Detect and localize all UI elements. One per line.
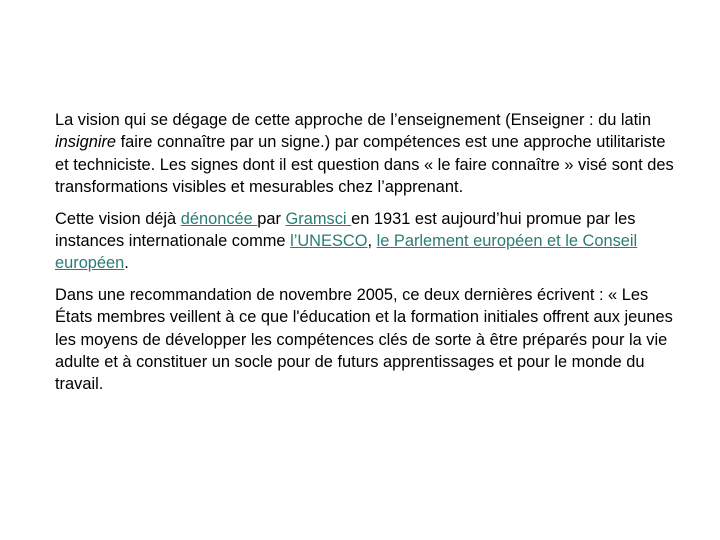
paragraph-1 bbox=[55, 109, 675, 199]
paragraph-3: Dans une recommandation de novembre 2005, ce deux dernières écrivent : « Les États membres veillent à ce que l'éducation et la formation initiales offrent aux jeunes les moyens de développer les compétences clés de sorte à être préparés pour la vie adulte et à constituer un socle pour de futurs apprentissages et pour le monde du travail. bbox=[55, 285, 673, 394]
p2-text-4: , bbox=[367, 232, 377, 251]
paragraph-2 bbox=[55, 208, 675, 275]
p1-italic-word: insignire bbox=[55, 133, 117, 152]
p2-text-5: . bbox=[124, 254, 129, 273]
p2-text-3: en 1931 est aujourd’hui promue par les instances internationale comme bbox=[55, 209, 636, 251]
link-parlement-conseil[interactable]: le Parlement européen et le Conseil européen bbox=[55, 232, 638, 273]
p2-text-2: par bbox=[257, 209, 286, 228]
link-gramsci[interactable]: Gramsci bbox=[285, 209, 352, 228]
p1-text-after: faire connaître par un signe.) par compétences est une approche utilitariste et techniciste. Les signes dont il est question dans « le faire connaître » visé sont des transformations visibles et mesurables chez l’apprenant. bbox=[55, 133, 674, 197]
link-denoncee[interactable]: dénoncée bbox=[180, 209, 258, 228]
link-unesco[interactable]: l’UNESCO bbox=[290, 232, 368, 251]
p2-text-1: Cette vision déjà bbox=[55, 209, 181, 228]
slide-content bbox=[55, 109, 675, 405]
p1-text-before: La vision qui se dégage de cette approche de l’enseignement (Enseigner : du latin bbox=[55, 111, 651, 129]
